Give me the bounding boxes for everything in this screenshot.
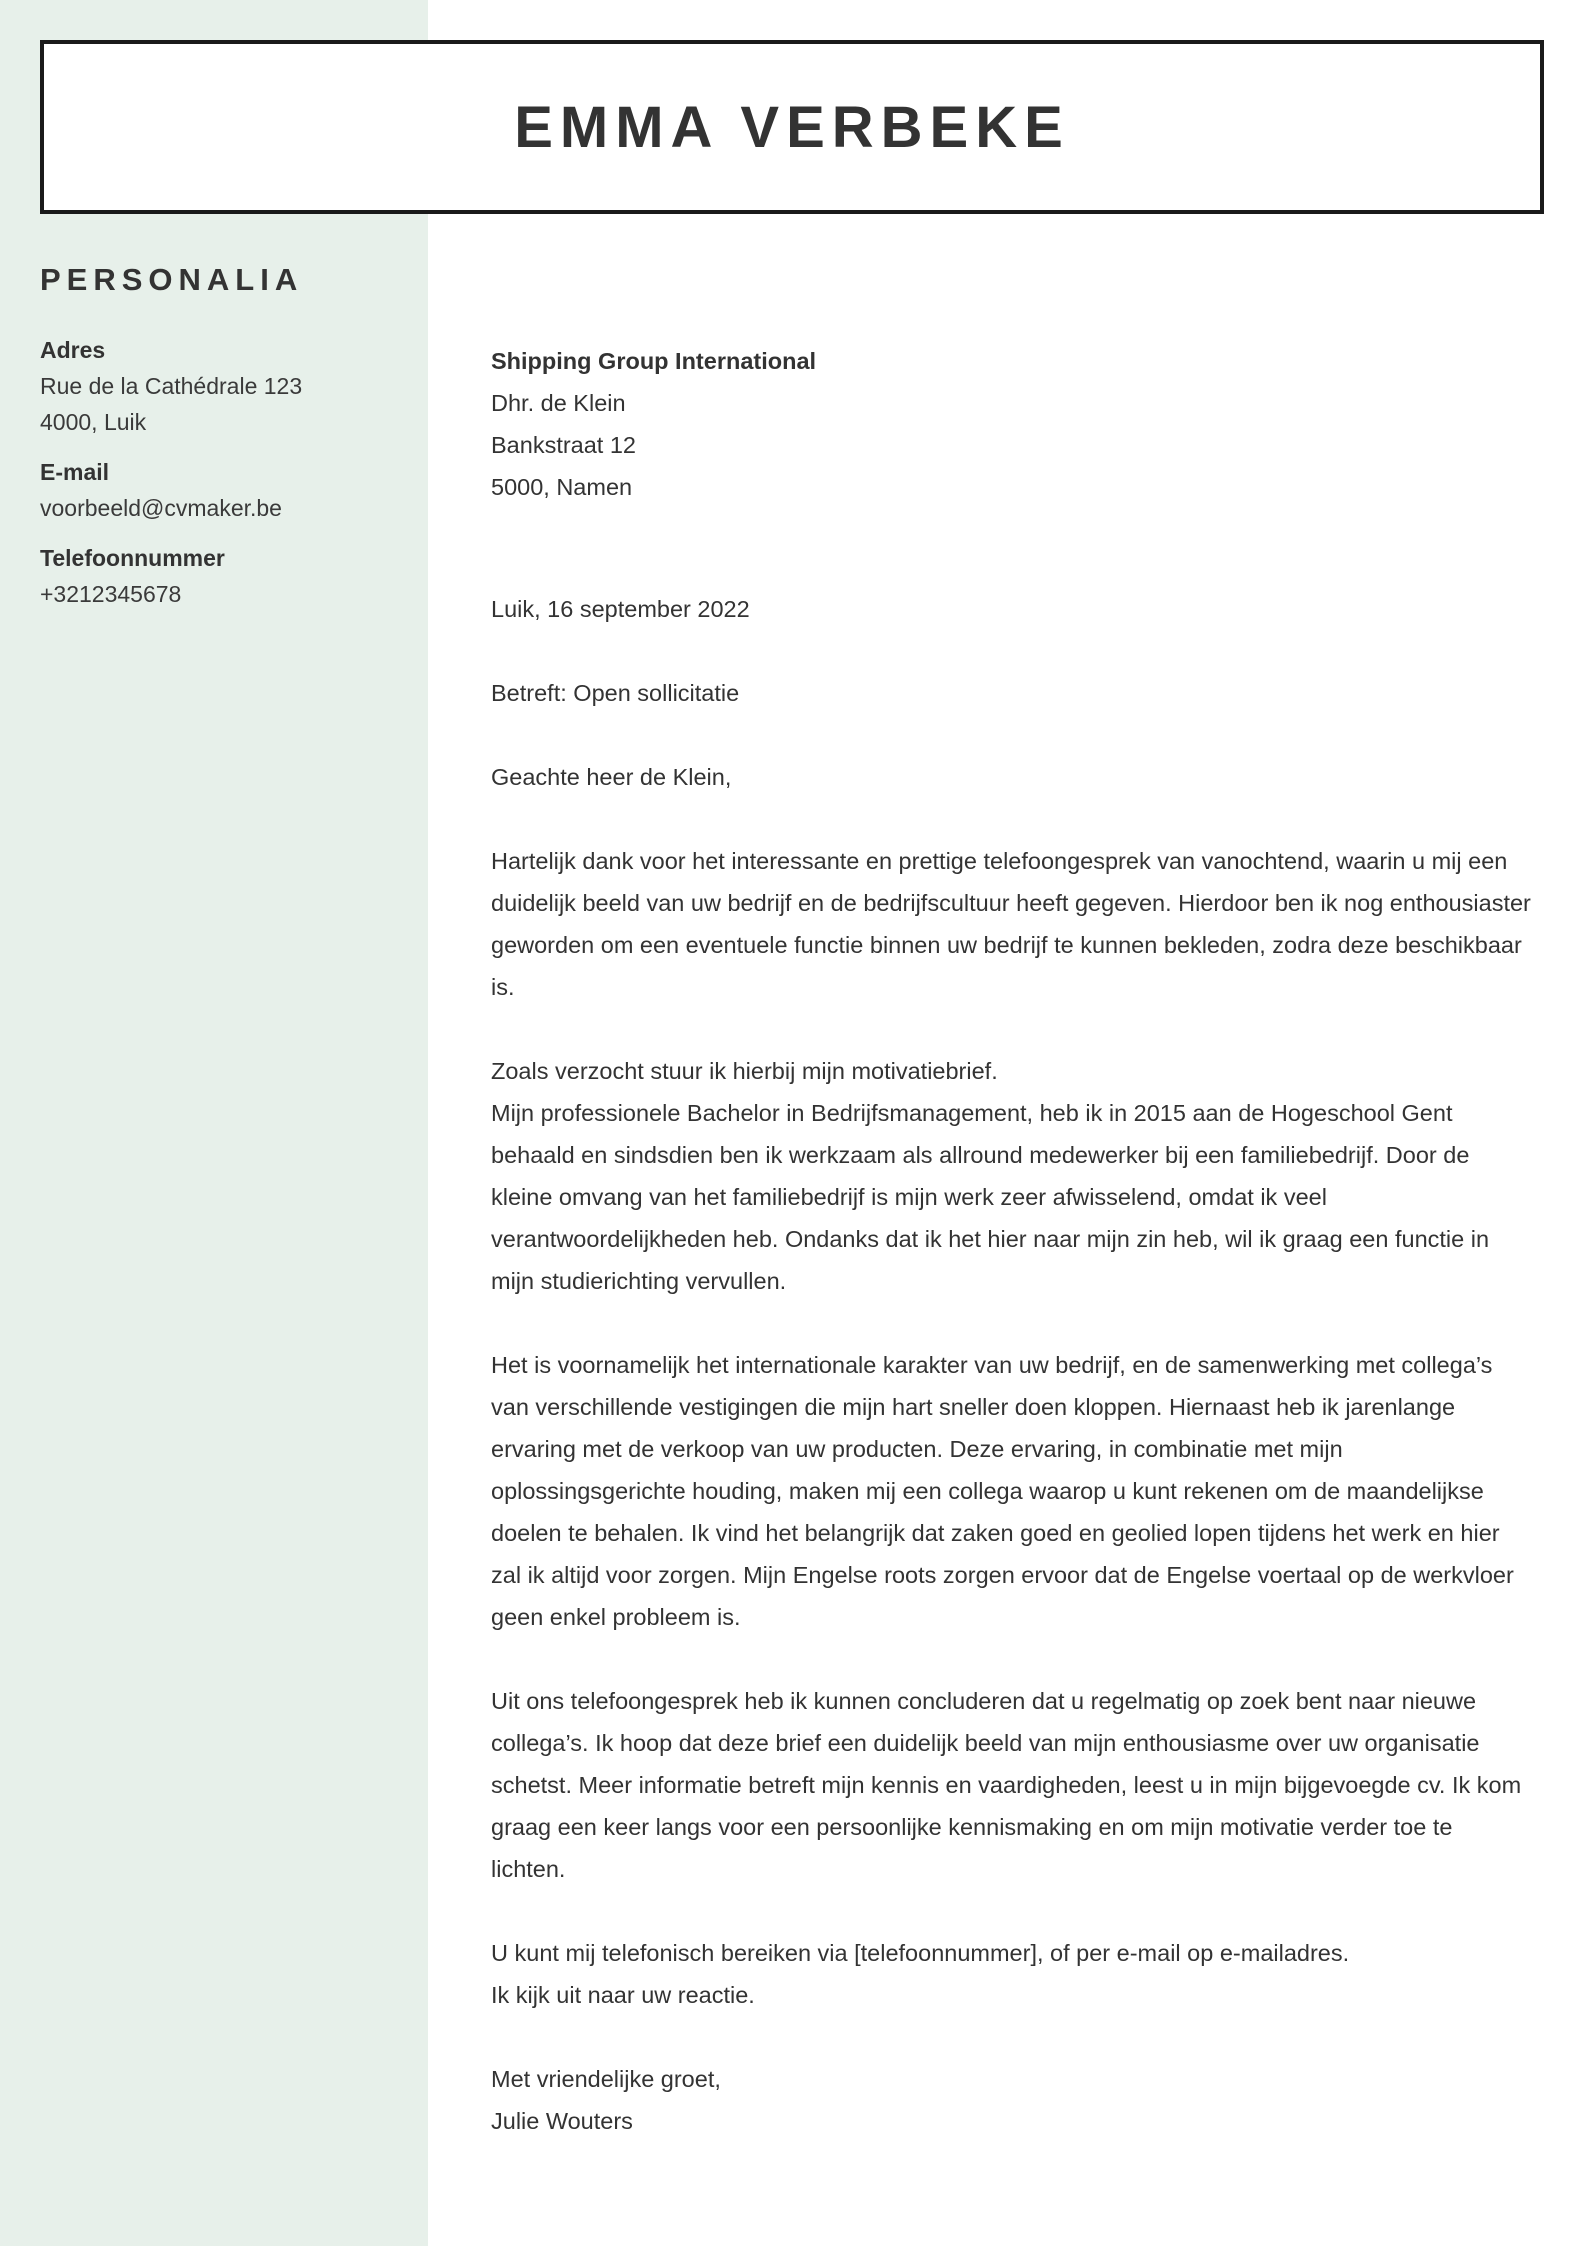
letter-closing: Met vriendelijke groet, [491,2066,721,2092]
recipient-street: Bankstraat 12 [491,432,637,458]
recipient-company: Shipping Group International [491,348,817,374]
phone-group [40,540,400,612]
letter-paragraph-3: Het is voornamelijk het internationale karakter van uw bedrijf, en de samenwerking met collega’s van verschillende vestigingen die mijn hart sneller doen kloppen. Hiernaast heb ik jarenlange ervaring met de verkoop van uw producten. Deze ervaring, in combinatie met mijn oplossingsgerichte houding, maken mij een collega waarop u kunt rekenen om de maandelijkse doelen te behalen. Ik vind het belangrijk dat zaken goed en geolied lopen tijdens het werk en hier zal ik altijd voor zorgen. Mijn Engelse roots zorgen ervoor dat de Engelse voertaal op de werkvloer geen enkel probleem is. [491,1352,1514,1630]
address-line-1: Rue de la Cathédrale 123 [40,373,303,399]
recipient-block [491,340,1531,508]
letter-paragraph-2-body: Mijn professionele Bachelor in Bedrijfsmanagement, heb ik in 2015 aan de Hogeschool Gent behaald en sindsdien ben ik werkzaam als allround medewerker bij een familiebedrijf. Door de kleine omvang van het familiebedrijf is mijn werk zeer afwisselend, omdat ik veel verantwoordelijkheden heb. Ondanks dat ik het hier naar mijn zin heb, wil ik graag een functie in mijn studierichting vervullen. [491,1100,1490,1294]
applicant-name: EMMA VERBEKE [514,94,1070,160]
email-group [40,454,400,526]
letter-paragraph-2-intro: Zoals verzocht stuur ik hierbij mijn motivatiebrief. [491,1058,998,1084]
personalia-title: PERSONALIA [40,262,304,297]
email-value: voorbeeld@cvmaker.be [40,495,282,521]
letter-body [491,340,1531,2142]
phone-value: +3212345678 [40,581,182,607]
letter-paragraph-1: Hartelijk dank voor het interessante en prettige telefoongesprek van vanochtend, waarin u mij een duidelijk beeld van uw bedrijf en de bedrijfscultuur heeft gegeven. Hierdoor ben ik nog enthousiaster geworden om een eventuele functie binnen uw bedrijf te kunnen bekleden, zodra deze beschikbaar is. [491,848,1531,1000]
name-header [40,40,1544,214]
recipient-person: Dhr. de Klein [491,390,626,416]
letter-signature: Julie Wouters [491,2108,633,2134]
letter-salutation: Geachte heer de Klein, [491,764,732,790]
personalia-section [40,262,400,626]
letter-paragraph-2 [491,1050,1531,1302]
email-label: E-mail [40,459,110,485]
letter-subject: Betreft: Open sollicitatie [491,680,740,706]
letter-signoff [491,2058,1531,2142]
letter-paragraph-4: Uit ons telefoongesprek heb ik kunnen concluderen dat u regelmatig op zoek bent naar nieuwe collega’s. Ik hoop dat deze brief een duidelijk beeld van mijn enthousiasme over uw organisatie schetst. Meer informatie betreft mijn kennis en vaardigheden, leest u in mijn bijgevoegde cv. Ik kom graag een keer langs voor een persoonlijke kennismaking en om mijn motivatie verder toe te lichten. [491,1688,1522,1882]
address-group [40,332,400,440]
recipient-city: 5000, Namen [491,474,633,500]
letter-date: Luik, 16 september 2022 [491,596,750,622]
letter-paragraph-5-line-2: Ik kijk uit naar uw reactie. [491,1982,755,2008]
letter-paragraph-5-line-1: U kunt mij telefonisch bereiken via [telefoonnummer], of per e-mail op e-mailadres. [491,1940,1350,1966]
phone-label: Telefoonnummer [40,545,225,571]
address-line-2: 4000, Luik [40,409,147,435]
address-label: Adres [40,337,106,363]
letter-paragraph-5 [491,1932,1531,2016]
